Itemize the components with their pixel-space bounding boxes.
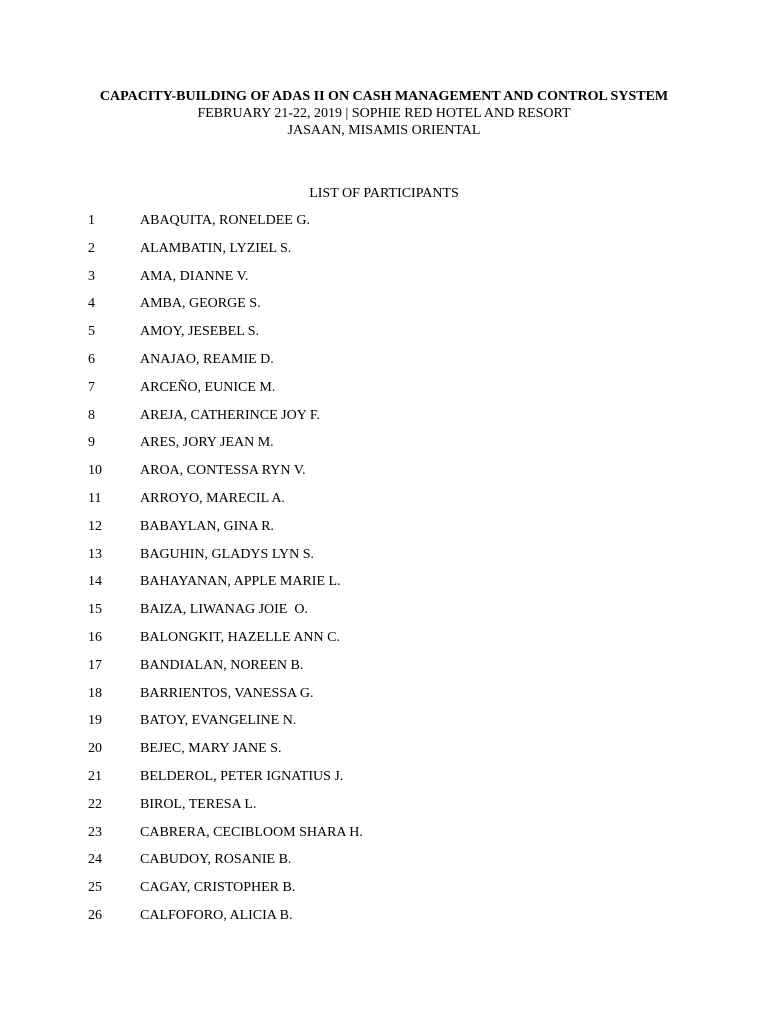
participant-name: BATOY, EVANGELINE N. [140, 713, 297, 729]
participant-name: AMBA, GEORGE S. [140, 296, 261, 312]
participant-row [88, 879, 688, 907]
participant-row [88, 629, 688, 657]
participant-name: AMA, DIANNE V. [140, 268, 249, 284]
participant-row [88, 824, 688, 852]
participant-name: BEJEC, MARY JANE S. [140, 741, 282, 757]
participant-number: 6 [88, 351, 95, 367]
participant-row [88, 407, 688, 435]
participant-name: ALAMBATIN, LYZIEL S. [140, 240, 292, 256]
participant-row [88, 796, 688, 824]
participant-name: BIROL, TERESA L. [140, 796, 257, 812]
participant-number: 17 [88, 657, 102, 673]
participant-row [88, 323, 688, 351]
participant-name: ANAJAO, REAMIE D. [140, 351, 274, 367]
participant-number: 3 [88, 268, 95, 284]
participant-row [88, 295, 688, 323]
participant-name: BARRIENTOS, VANESSA G. [140, 685, 314, 701]
participant-name: BAHAYANAN, APPLE MARIE L. [140, 574, 341, 590]
participant-number: 20 [88, 741, 102, 757]
participant-number: 25 [88, 880, 102, 896]
participant-number: 16 [88, 629, 102, 645]
participant-number: 21 [88, 768, 102, 784]
participant-row [88, 518, 688, 546]
participant-row [88, 907, 688, 935]
participant-name: AMOY, JESEBEL S. [140, 324, 260, 340]
participant-number: 26 [88, 907, 102, 923]
participants-list [88, 212, 688, 935]
participant-name: BELDEROL, PETER IGNATIUS J. [140, 768, 344, 784]
participant-row [88, 573, 688, 601]
participant-name: AROA, CONTESSA RYN V. [140, 463, 306, 479]
participant-number: 18 [88, 685, 102, 701]
document-title: CAPACITY-BUILDING OF ADAS II ON CASH MANAGEMENT AND CONTROL SYSTEM [99, 89, 669, 104]
participant-name: ARROYO, MARECIL A. [140, 490, 285, 506]
participant-name: CABUDOY, ROSANIE B. [140, 852, 292, 868]
participant-row [88, 740, 688, 768]
participant-row [88, 685, 688, 713]
participant-row [88, 712, 688, 740]
participant-name: ARES, JORY JEAN M. [140, 435, 274, 451]
participant-number: 10 [88, 463, 102, 479]
participant-number: 4 [88, 296, 95, 312]
participant-number: 14 [88, 574, 102, 590]
event-date-venue: FEBRUARY 21-22, 2019 | SOPHIE RED HOTEL AND RESORT [197, 106, 571, 121]
participant-number: 2 [88, 240, 95, 256]
participant-row [88, 851, 688, 879]
participant-row [88, 546, 688, 574]
participant-number: 7 [88, 379, 95, 395]
participant-name: CABRERA, CECIBLOOM SHARA H. [140, 824, 363, 840]
participant-name: BABAYLAN, GINA R. [140, 518, 275, 534]
participant-number: 5 [88, 324, 95, 340]
participant-name: BANDIALAN, NOREEN B. [140, 657, 304, 673]
participant-name: ABAQUITA, RONELDEE G. [140, 213, 310, 228]
participant-number: 1 [88, 213, 95, 228]
participant-row [88, 434, 688, 462]
participant-name: ARCEÑO, EUNICE M. [140, 379, 276, 395]
participant-name: BALONGKIT, HAZELLE ANN C. [140, 629, 340, 645]
participant-row [88, 462, 688, 490]
event-location: JASAAN, MISAMIS ORIENTAL [287, 123, 481, 138]
participant-name: BAGUHIN, GLADYS LYN S. [140, 546, 314, 562]
participant-number: 12 [88, 518, 102, 534]
participant-row [88, 268, 688, 296]
participant-name: CALFOFORO, ALICIA B. [140, 907, 293, 923]
participant-row [88, 657, 688, 685]
participant-row [88, 212, 688, 240]
participant-number: 13 [88, 546, 102, 562]
participant-number: 23 [88, 824, 102, 840]
participant-number: 9 [88, 435, 95, 451]
participant-row [88, 351, 688, 379]
list-heading: LIST OF PARTICIPANTS [309, 186, 459, 201]
participant-number: 15 [88, 602, 102, 618]
participant-row [88, 379, 688, 407]
participant-number: 22 [88, 796, 102, 812]
participant-row [88, 768, 688, 796]
participant-row [88, 490, 688, 518]
participant-number: 11 [88, 490, 102, 506]
participant-name: AREJA, CATHERINCE JOY F. [140, 407, 320, 423]
participant-number: 8 [88, 407, 95, 423]
participant-row [88, 240, 688, 268]
participant-name: BAIZA, LIWANAG JOIE O. [140, 602, 308, 618]
participant-name: CAGAY, CRISTOPHER B. [140, 880, 296, 896]
participant-number: 24 [88, 852, 102, 868]
document-header [0, 88, 768, 139]
participant-row [88, 601, 688, 629]
participant-number: 19 [88, 713, 102, 729]
